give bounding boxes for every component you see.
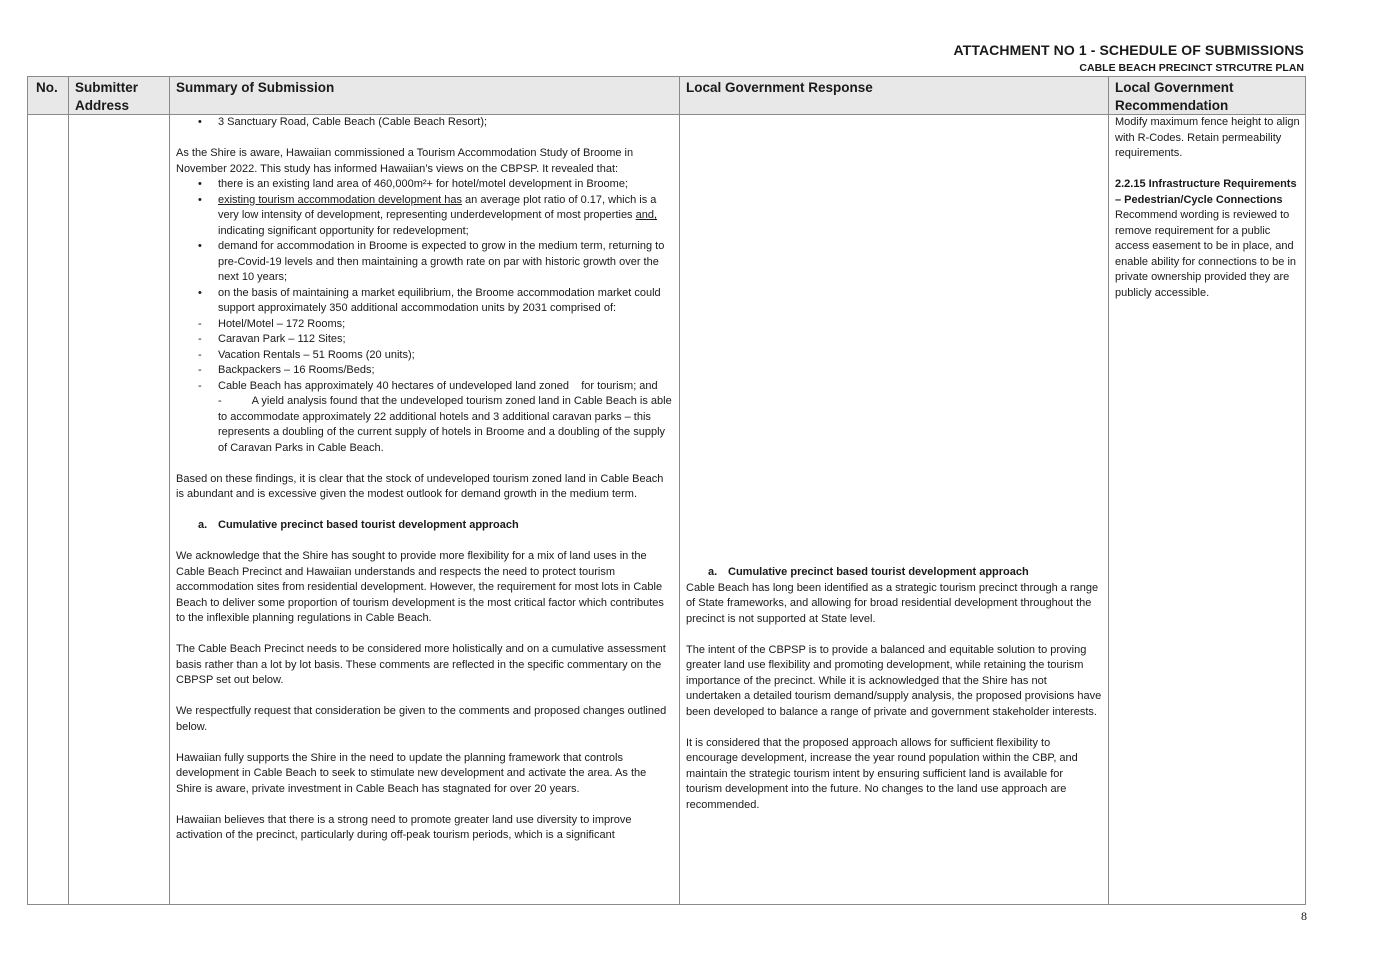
list-item: - Hotel/Motel – 172 Rooms; <box>176 317 674 333</box>
paragraph: Based on these findings, it is clear that the stock of undeveloped tourism zoned land in Cable Beach is abundant and is excessive given the modest outlook for demand growth in the medium term. <box>176 472 664 500</box>
document-title: ATTACHMENT NO 1 - SCHEDULE OF SUBMISSIONS <box>953 42 1304 58</box>
list-item: - Backpackers – 16 Rooms/Beds; <box>176 363 674 379</box>
header-no: No. <box>36 80 58 95</box>
paragraph: We respectfully request that consideration be given to the comments and proposed changes outlined below. <box>176 705 667 733</box>
paragraph: Hawaiian fully supports the Shire in the need to update the planning framework that controls development in Cable Beach to seek to stimulate new development and activate the area. As the Shire is aware, private investment in Cable Beach has stagnated for over 20 years. <box>176 751 647 795</box>
list-item: • demand for accommodation in Broome is expected to grow in the medium term, returning to pre-Covid-19 levels and then maintaining a growth rate on par with historic growth over the next 10 years; <box>176 239 674 286</box>
paragraph: Modify maximum fence height to align with R-Codes. Retain permeability requirements. <box>1115 116 1300 159</box>
section-heading-text: Cumulative precinct based tourist development approach <box>728 566 1029 578</box>
paragraph: It is considered that the proposed approach allows for sufficient flexibility to encourage development, increase the year round population within the CBP, and maintain the strategic tourism intent by ensuring sufficient land is available for tourism development into the future. No changes to the land use approach are recommended. <box>686 736 1078 811</box>
summary-cell <box>176 115 674 844</box>
column-divider <box>679 77 680 904</box>
section-heading <box>686 565 1102 581</box>
text: an average plot ratio of 0.17, which is a very low intensity of development, representing underdevelopment of most properties <box>218 193 657 221</box>
header-summary: Summary of Submission <box>176 80 335 95</box>
recommendation-cell <box>1115 115 1302 301</box>
list-item <box>176 193 674 240</box>
list-item: • there is an existing land area of 460,000m²+ for hotel/motel development in Broome; <box>176 177 674 193</box>
column-divider <box>1108 77 1109 904</box>
paragraph: Cable Beach has long been identified as a strategic tourism precinct through a range of State frameworks, and allowing for broad residential development throughout the precinct is not supported at State level. <box>686 581 1099 625</box>
underlined-text: existing tourism accommodation development has <box>218 193 462 206</box>
underlined-text: and, <box>635 209 658 221</box>
submissions-table <box>27 76 1306 905</box>
paragraph: Recommend wording is reviewed to remove requirement for a public access easement to be in place, and enable ability for connections to be in private ownership provided they are publicly accessible. <box>1115 209 1297 299</box>
recommendation-heading: 2.2.15 Infrastructure Requirements – Pedestrian/Cycle Connections <box>1115 178 1297 206</box>
list-item: • 3 Sanctuary Road, Cable Beach (Cable Beach Resort); <box>176 115 674 131</box>
header-submitter-address: Submitter Address <box>75 80 139 113</box>
paragraph: We acknowledge that the Shire has sought to provide more flexibility for a mix of land uses in the Cable Beach Precinct and Hawaiian understands and respects the need to protect tourism accommodation sites from residential development. However, the requirement for most lots in Cable Beach to deliver some proportion of tourism development is the most critical factor which contributes to the inflexible planning regulations in Cable Beach. <box>176 550 664 624</box>
text: indicating significant opportunity for redevelopment; <box>218 224 469 237</box>
list-item: • on the basis of maintaining a market equilibrium, the Broome accommodation market could support approximately 350 additional accommodation units by 2031 comprised of: <box>176 286 674 317</box>
list-item: - Cable Beach has approximately 40 hectares of undeveloped land zoned for tourism; and <box>176 379 674 395</box>
section-letter: a. <box>708 566 718 578</box>
document-subtitle: CABLE BEACH PRECINCT STRCUTRE PLAN <box>1079 62 1304 74</box>
section-heading-text: Cumulative precinct based tourist development approach <box>218 519 519 531</box>
paragraph: Hawaiian believes that there is a strong need to promote greater land use diversity to improve activation of the precinct, particularly during off-peak tourism periods, which is a significant <box>176 813 632 841</box>
list-item: - Caravan Park – 112 Sites; <box>176 332 674 348</box>
section-heading <box>176 518 674 534</box>
list-item: - Vacation Rentals – 51 Rooms (20 units); <box>176 348 674 364</box>
response-cell <box>686 565 1102 813</box>
page-number: 8 <box>1301 909 1307 923</box>
list-item: - A yield analysis found that the undeveloped tourism zoned land in Cable Beach is able to accommodate approximately 22 additional hotels and 3 additional caravan parks – this represents a doubling of the current supply of hotels in Broome and a doubling of the supply of Caravan Parks in Cable Beach. <box>218 395 675 454</box>
section-letter: a. <box>198 519 208 531</box>
column-divider <box>169 77 170 904</box>
paragraph: As the Shire is aware, Hawaiian commissioned a Tourism Accommodation Study of Broome in November 2022. This study has informed Hawaiian’s views on the CBPSP. It revealed that: <box>176 147 634 175</box>
header-recommendation: Local Government Recommendation <box>1115 80 1234 113</box>
paragraph: The Cable Beach Precinct needs to be considered more holistically and on a cumulative assessment basis rather than a lot by lot basis. These comments are reflected in the specific commentary on the CBPSP set out below. <box>176 643 666 686</box>
column-divider <box>68 77 69 904</box>
header-response: Local Government Response <box>686 80 873 95</box>
paragraph: The intent of the CBPSP is to provide a balanced and equitable solution to proving greater land use flexibility and promoting development, while retaining the tourism importance of the precinct. While it is acknowledged that the Shire has not undertaken a detailed tourism demand/supply analysis, the proposed provisions have been developed to balance a range of private and government stakeholder interests. <box>686 643 1102 718</box>
